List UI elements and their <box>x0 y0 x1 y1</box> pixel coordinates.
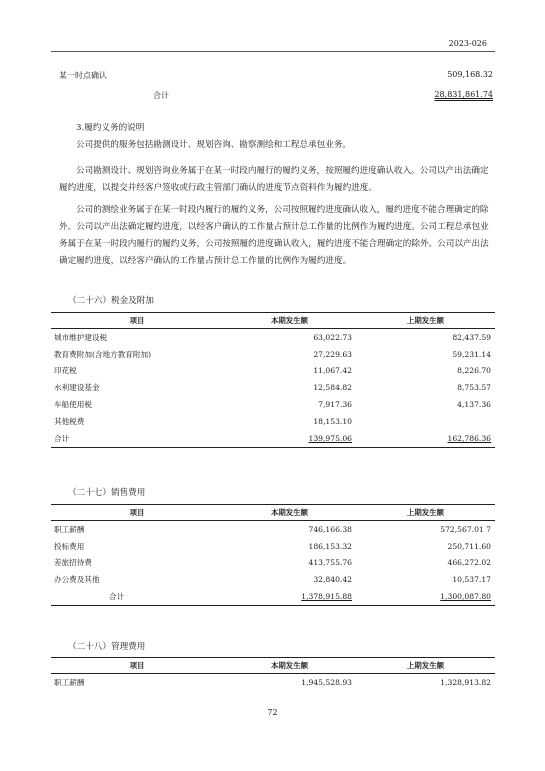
revenue-total-label: 合计 <box>153 91 169 100</box>
table-cell: 1,945,528.93 <box>301 677 352 687</box>
column-header: 项目 <box>51 313 223 329</box>
column-header: 项目 <box>51 658 223 674</box>
table-cell: 11,067.42 <box>313 366 352 376</box>
table-row <box>51 379 495 396</box>
table-cell: 10,537.17 <box>452 575 491 585</box>
table-row <box>51 538 495 555</box>
table-total-row <box>51 430 495 447</box>
selling-section-title: （二十七）销售费用 <box>68 488 146 498</box>
table-cell: 水利建设基金 <box>54 383 100 393</box>
table-cell: 教育费附加(含地方教育附加) <box>54 349 152 359</box>
document-code: 2023-026 <box>448 39 487 48</box>
table-cell: 其他税费 <box>54 416 85 426</box>
table-cell: 办公费及其他 <box>54 575 100 585</box>
table-row <box>51 346 495 363</box>
table-cell: 车船使用税 <box>54 400 92 410</box>
selling-table <box>51 504 495 606</box>
table-cell: 8,226.70 <box>457 366 491 376</box>
table-cell: 7,917.36 <box>318 400 352 410</box>
table-row <box>51 571 495 588</box>
table-row <box>51 396 495 413</box>
table-cell: 印花税 <box>54 366 77 376</box>
table-cell: 250,711.60 <box>447 541 491 551</box>
table-row <box>51 413 495 430</box>
table-cell: 投标费用 <box>54 541 85 551</box>
table-row <box>51 555 495 572</box>
table-cell: 139,975.06 <box>308 433 352 443</box>
table-row <box>51 674 495 691</box>
table-header-row <box>51 313 495 329</box>
revenue-row <box>59 70 493 84</box>
table-cell: 63,022.73 <box>313 332 352 342</box>
table-cell: 32,840.42 <box>313 575 352 585</box>
section-title-obligation: 3.履约义务的说明 <box>76 123 145 133</box>
table-cell: 413,755.76 <box>308 558 352 568</box>
revenue-total-row <box>59 90 493 104</box>
table-cell: 746,166.38 <box>308 524 352 534</box>
table-cell: 59,231.14 <box>452 349 491 359</box>
table-cell: 1,378,915.88 <box>301 592 352 602</box>
table-cell: 职工薪酬 <box>54 524 85 534</box>
page-number: 72 <box>267 708 278 717</box>
revenue-row-label: 某一时点确认 <box>59 71 107 80</box>
paragraph-services: 公司提供的服务包括勘测设计、规划咨询、勘察测绘和工程总承包业务。 <box>76 140 352 150</box>
column-header: 本期发生额 <box>223 505 356 521</box>
table-cell: 职工薪酬 <box>54 677 85 687</box>
admin-table <box>51 657 495 691</box>
column-header: 上期发生额 <box>356 313 495 329</box>
table-cell: 合计 <box>51 588 223 605</box>
table-cell: 18,153.10 <box>313 416 352 426</box>
table-cell: 1,328,913.82 <box>440 677 491 687</box>
table-cell: 4,137.36 <box>457 400 491 410</box>
table-cell: 1,300,087.80 <box>440 592 491 602</box>
revenue-row-value: 509,168.32 <box>447 70 493 79</box>
header-rule <box>51 51 495 52</box>
table-cell: 27,229.63 <box>313 349 352 359</box>
table-row <box>51 329 495 346</box>
table-row <box>51 363 495 380</box>
table-cell: 差旅招待费 <box>54 558 92 568</box>
table-total-row <box>51 588 495 605</box>
table-cell: 162,786.36 <box>447 433 491 443</box>
table-cell <box>356 413 495 430</box>
tax-table <box>51 312 495 448</box>
table-cell: 城市维护建设税 <box>54 332 108 342</box>
revenue-total-value: 28,831,861.74 <box>434 90 493 99</box>
table-cell: 572,567.01 7 <box>440 524 491 534</box>
table-cell: 8,753.57 <box>457 383 491 393</box>
paragraph-survey: 公司的测绘业务属于在某一时段内履行的履约义务，公司按照履约进度确认收入，履约进度不能合理确定的除外。公司以产出法确定履约进度，以经客户确认的工作量占预计总工作量的比例作为履约进度。公司工程总承包业务属于在某一时段内履行的履约义务，公司按照履约进度确认收入，履约进度不能合理确定的除外。公司以产出法确定履约进度，以经客户确认的工作量占预计总工作量的比例作为履约进度。 <box>59 205 489 266</box>
table-cell: 186,153.32 <box>308 541 352 551</box>
table-cell: 合计 <box>51 430 223 447</box>
table-header-row <box>51 658 495 674</box>
table-header-row <box>51 505 495 521</box>
table-cell: 82,437.59 <box>452 332 491 342</box>
table-cell: 466,272.02 <box>447 558 491 568</box>
table-row <box>51 521 495 538</box>
admin-section-title: （二十八）管理费用 <box>68 642 146 652</box>
column-header: 项目 <box>51 505 223 521</box>
column-header: 上期发生额 <box>356 658 495 674</box>
column-header: 本期发生额 <box>223 313 356 329</box>
tax-section-title: （二十六）税金及附加 <box>68 296 154 306</box>
column-header: 上期发生额 <box>356 505 495 521</box>
paragraph-design: 公司勘测设计、规划咨询业务属于在某一时段内履行的履约义务，按照履约进度确认收入。公司以产出法确定履约进度，以提交并经客户签收或行政主管部门确认的进度节点资料作为履约进度。 <box>59 166 489 193</box>
table-cell: 12,584.82 <box>313 383 352 393</box>
column-header: 本期发生额 <box>223 658 356 674</box>
